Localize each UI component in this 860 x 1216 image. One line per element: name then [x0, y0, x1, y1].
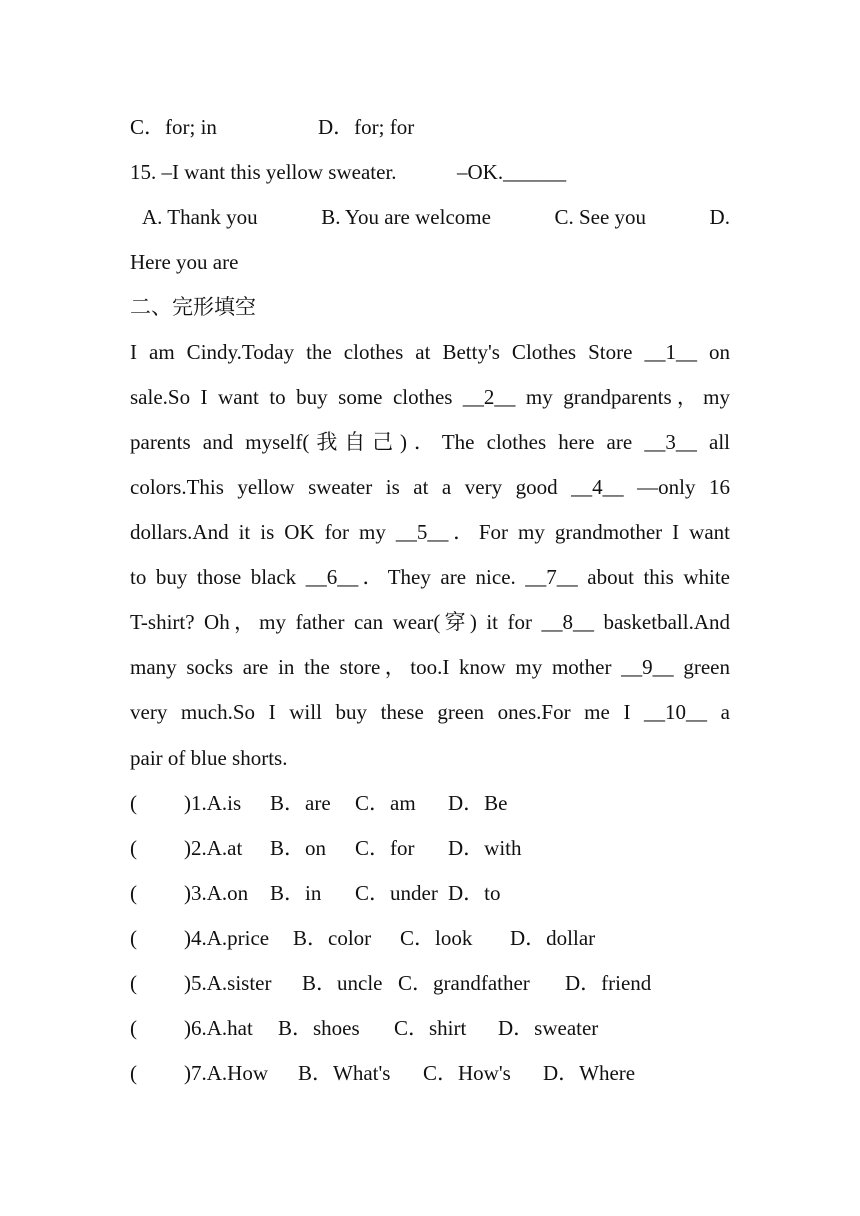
- option-a: )2.A.at: [184, 836, 243, 860]
- option-d: D．friend: [565, 971, 652, 995]
- option-c: C．am: [355, 791, 416, 815]
- passage-line: many socks are in the store，too.I know my mother __9__ green: [130, 655, 730, 679]
- q14-options: [130, 112, 730, 142]
- cloze-item: [130, 833, 750, 863]
- q15-option-a: A. Thank you: [142, 205, 258, 229]
- answer-blank-bracket: (: [130, 926, 137, 950]
- answer-blank-bracket: (: [130, 971, 137, 995]
- option-b: B．are: [270, 791, 331, 815]
- q15-option-c: C. See you: [554, 205, 647, 229]
- option-d: D．with: [448, 836, 522, 860]
- option-d: D．dollar: [510, 926, 596, 950]
- q15-stem: 15. –I want this yellow sweater.: [130, 160, 397, 184]
- option-c: C．under: [355, 881, 438, 905]
- answer-blank-bracket: (: [130, 836, 137, 860]
- answer-blank-bracket: (: [130, 791, 137, 815]
- option-d: D．Where: [543, 1061, 636, 1085]
- option-c: C．look: [400, 926, 473, 950]
- option-d: D．to: [448, 881, 501, 905]
- q15-option-d-end: Here you are: [130, 250, 239, 274]
- cloze-item: [130, 923, 750, 953]
- q15-options-line: [142, 202, 730, 232]
- option-c: C．grandfather: [398, 971, 530, 995]
- option-d: D．sweater: [498, 1016, 599, 1040]
- option-a: )4.A.price: [184, 926, 270, 950]
- option-c: C．shirt: [394, 1016, 467, 1040]
- passage-line: T-shirt? Oh，my father can wear(穿) it for __8__ basketball.And: [130, 610, 730, 634]
- q14-option-c: C．for; in: [130, 115, 217, 139]
- option-c: C．for: [355, 836, 415, 860]
- q15-stem-line: [130, 157, 730, 187]
- cloze-item: [130, 788, 750, 818]
- option-b: B．in: [270, 881, 322, 905]
- answer-blank-bracket: (: [130, 881, 137, 905]
- passage-last-line: pair of blue shorts.: [130, 746, 288, 770]
- passage-line: colors.This yellow sweater is at a very good __4__ —only 16: [130, 475, 730, 499]
- passage-line: dollars.And it is OK for my __5__．For my grandmother I want: [130, 520, 730, 544]
- answer-blank-bracket: (: [130, 1061, 137, 1085]
- q15-option-d-start: D.: [709, 205, 730, 229]
- option-a: )1.A.is: [184, 791, 242, 815]
- option-a: )7.A.How: [184, 1061, 268, 1085]
- passage-line: very much.So I will buy these green ones.For me I __10__ a: [130, 700, 730, 724]
- cloze-item: [130, 878, 750, 908]
- q14-option-d: D．for; for: [318, 115, 415, 139]
- option-b: B．What's: [298, 1061, 391, 1085]
- option-b: B．shoes: [278, 1016, 360, 1040]
- cloze-item: [130, 1058, 750, 1088]
- option-a: )5.A.sister: [184, 971, 272, 995]
- answer-blank-bracket: (: [130, 1016, 137, 1040]
- q15-option-b: B. You are welcome: [321, 205, 491, 229]
- option-b: B．uncle: [302, 971, 383, 995]
- passage-line: sale.So I want to buy some clothes __2__ my grandparents，my: [130, 385, 730, 409]
- passage-line: I am Cindy.Today the clothes at Betty's Clothes Store __1__ on: [130, 340, 730, 364]
- option-c: C．How's: [423, 1061, 511, 1085]
- cloze-item: [130, 968, 750, 998]
- cloze-item: [130, 1013, 750, 1043]
- option-b: B．color: [293, 926, 372, 950]
- section-title: 二、完形填空: [130, 295, 256, 319]
- q15-reply: –OK.______: [457, 160, 567, 184]
- passage-line: parents and myself(我自己)．The clothes here are __3__ all: [130, 430, 730, 454]
- option-d: D．Be: [448, 791, 508, 815]
- option-b: B．on: [270, 836, 327, 860]
- option-a: )6.A.hat: [184, 1016, 253, 1040]
- passage-line: to buy those black __6__．They are nice. __7__ about this white: [130, 565, 730, 589]
- option-a: )3.A.on: [184, 881, 249, 905]
